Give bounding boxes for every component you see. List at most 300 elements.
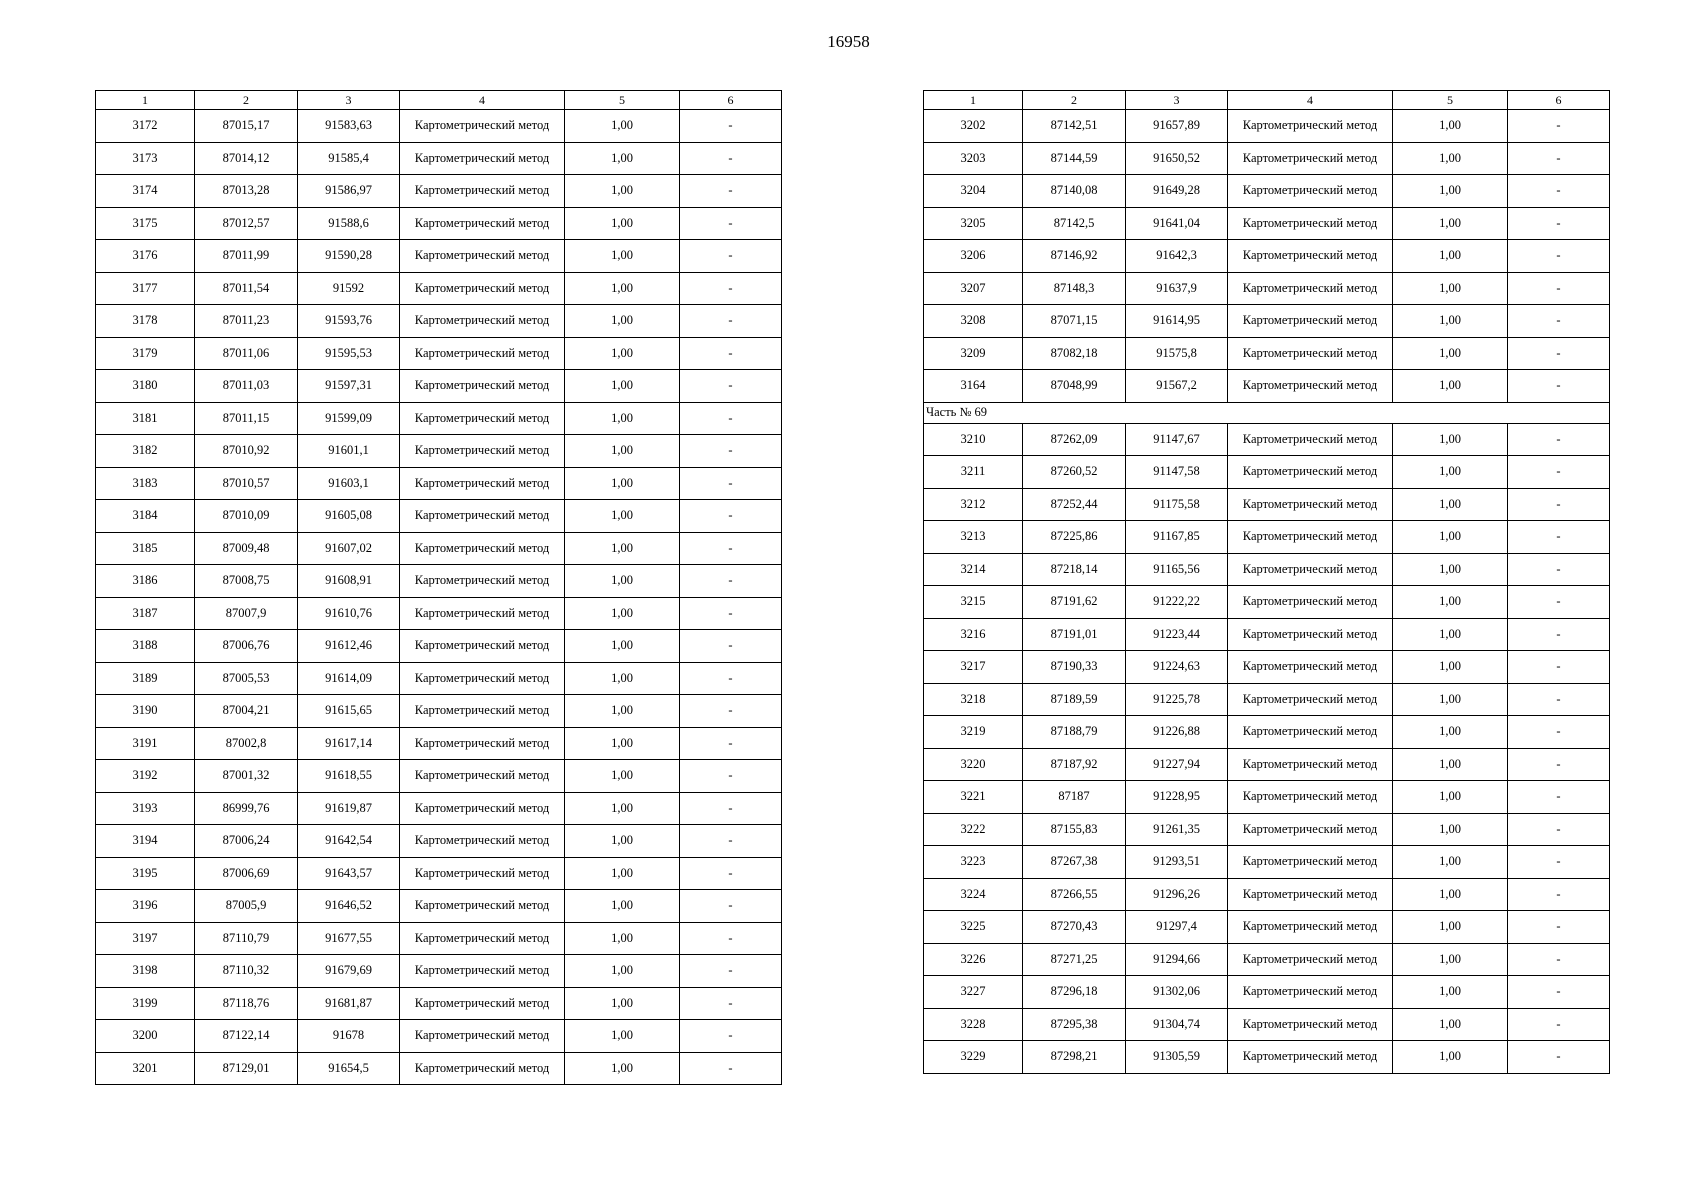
point-number-cell: 3195 [96,857,195,890]
x-coordinate-cell: 87004,21 [195,695,298,728]
method-cell: Картометрический метод [1228,488,1393,521]
point-number-cell: 3227 [924,976,1023,1009]
table-row [924,618,1610,651]
table-row [96,662,782,695]
table-row [924,976,1610,1009]
table-row [96,240,782,273]
x-coordinate-cell: 87129,01 [195,1052,298,1085]
x-coordinate-cell: 87270,43 [1023,911,1126,944]
description-cell: - [1508,305,1610,338]
x-coordinate-cell: 87142,5 [1023,207,1126,240]
description-cell: - [1508,1041,1610,1074]
x-coordinate-cell: 87189,59 [1023,683,1126,716]
point-number-cell: 3202 [924,110,1023,143]
method-cell: Картометрический метод [1228,175,1393,208]
x-coordinate-cell: 87014,12 [195,142,298,175]
table-row [96,1052,782,1085]
x-coordinate-cell: 87015,17 [195,110,298,143]
method-cell: Картометрический метод [400,825,565,858]
description-cell: - [680,792,782,825]
accuracy-cell: 1,00 [1393,207,1508,240]
y-coordinate-cell: 91641,04 [1126,207,1228,240]
description-cell: - [680,110,782,143]
table-row [924,142,1610,175]
point-number-cell: 3172 [96,110,195,143]
table-row [96,597,782,630]
method-cell: Картометрический метод [400,727,565,760]
method-cell: Картометрический метод [400,207,565,240]
accuracy-cell: 1,00 [565,337,680,370]
description-cell: - [1508,813,1610,846]
accuracy-cell: 1,00 [565,142,680,175]
x-coordinate-cell: 87011,15 [195,402,298,435]
accuracy-cell: 1,00 [565,272,680,305]
method-cell: Картометрический метод [1228,911,1393,944]
right-coordinates-table [923,90,1610,1074]
y-coordinate-cell: 91147,67 [1126,423,1228,456]
x-coordinate-cell: 87006,69 [195,857,298,890]
table-row [96,500,782,533]
method-cell: Картометрический метод [400,760,565,793]
table-row [96,890,782,923]
y-coordinate-cell: 91293,51 [1126,846,1228,879]
method-cell: Картометрический метод [1228,1008,1393,1041]
y-coordinate-cell: 91608,91 [298,565,400,598]
method-cell: Картометрический метод [1228,586,1393,619]
accuracy-cell: 1,00 [1393,683,1508,716]
point-number-cell: 3204 [924,175,1023,208]
y-coordinate-cell: 91612,46 [298,630,400,663]
description-cell: - [680,825,782,858]
column-header: 5 [1393,91,1508,110]
description-cell: - [1508,488,1610,521]
point-number-cell: 3217 [924,651,1023,684]
accuracy-cell: 1,00 [1393,878,1508,911]
table-row [924,423,1610,456]
y-coordinate-cell: 91643,57 [298,857,400,890]
y-coordinate-cell: 91304,74 [1126,1008,1228,1041]
description-cell: - [680,922,782,955]
y-coordinate-cell: 91165,56 [1126,553,1228,586]
description-cell: - [1508,370,1610,403]
column-header: 4 [1228,91,1393,110]
description-cell: - [680,435,782,468]
accuracy-cell: 1,00 [1393,272,1508,305]
method-cell: Картометрический метод [400,337,565,370]
accuracy-cell: 1,00 [1393,175,1508,208]
table-row [96,987,782,1020]
description-cell: - [1508,618,1610,651]
accuracy-cell: 1,00 [565,305,680,338]
method-cell: Картометрический метод [1228,337,1393,370]
description-cell: - [680,207,782,240]
point-number-cell: 3222 [924,813,1023,846]
x-coordinate-cell: 87005,53 [195,662,298,695]
accuracy-cell: 1,00 [1393,943,1508,976]
x-coordinate-cell: 87010,57 [195,467,298,500]
description-cell: - [1508,110,1610,143]
x-coordinate-cell: 87009,48 [195,532,298,565]
description-cell: - [680,142,782,175]
table-row [924,781,1610,814]
description-cell: - [1508,272,1610,305]
x-coordinate-cell: 87012,57 [195,207,298,240]
y-coordinate-cell: 91595,53 [298,337,400,370]
method-cell: Картометрический метод [400,175,565,208]
description-cell: - [680,272,782,305]
x-coordinate-cell: 87191,62 [1023,586,1126,619]
table-row [96,337,782,370]
point-number-cell: 3213 [924,521,1023,554]
y-coordinate-cell: 91642,3 [1126,240,1228,273]
method-cell: Картометрический метод [400,435,565,468]
accuracy-cell: 1,00 [565,857,680,890]
table-row [924,716,1610,749]
description-cell: - [680,467,782,500]
x-coordinate-cell: 87011,54 [195,272,298,305]
accuracy-cell: 1,00 [565,695,680,728]
x-coordinate-cell: 87110,79 [195,922,298,955]
y-coordinate-cell: 91601,1 [298,435,400,468]
x-coordinate-cell: 87001,32 [195,760,298,793]
y-coordinate-cell: 91305,59 [1126,1041,1228,1074]
x-coordinate-cell: 87011,03 [195,370,298,403]
table-row [96,370,782,403]
point-number-cell: 3215 [924,586,1023,619]
accuracy-cell: 1,00 [565,825,680,858]
point-number-cell: 3175 [96,207,195,240]
accuracy-cell: 1,00 [565,597,680,630]
x-coordinate-cell: 87267,38 [1023,846,1126,879]
accuracy-cell: 1,00 [1393,142,1508,175]
point-number-cell: 3216 [924,618,1023,651]
table-row [96,175,782,208]
description-cell: - [680,597,782,630]
y-coordinate-cell: 91296,26 [1126,878,1228,911]
accuracy-cell: 1,00 [565,630,680,663]
point-number-cell: 3193 [96,792,195,825]
section-separator [924,402,1610,423]
y-coordinate-cell: 91297,4 [1126,911,1228,944]
method-cell: Картометрический метод [400,272,565,305]
method-cell: Картометрический метод [400,890,565,923]
x-coordinate-cell: 87252,44 [1023,488,1126,521]
description-cell: - [680,1052,782,1085]
method-cell: Картометрический метод [400,597,565,630]
x-coordinate-cell: 86999,76 [195,792,298,825]
y-coordinate-cell: 91603,1 [298,467,400,500]
accuracy-cell: 1,00 [1393,553,1508,586]
y-coordinate-cell: 91585,4 [298,142,400,175]
column-header: 5 [565,91,680,110]
method-cell: Картометрический метод [1228,651,1393,684]
y-coordinate-cell: 91654,5 [298,1052,400,1085]
point-number-cell: 3203 [924,142,1023,175]
accuracy-cell: 1,00 [1393,586,1508,619]
description-cell: - [1508,1008,1610,1041]
table-row [924,305,1610,338]
method-cell: Картометрический метод [400,110,565,143]
point-number-cell: 3177 [96,272,195,305]
y-coordinate-cell: 91610,76 [298,597,400,630]
y-coordinate-cell: 91228,95 [1126,781,1228,814]
method-cell: Картометрический метод [400,370,565,403]
table-row [96,857,782,890]
x-coordinate-cell: 87146,92 [1023,240,1126,273]
y-coordinate-cell: 91650,52 [1126,142,1228,175]
accuracy-cell: 1,00 [565,662,680,695]
y-coordinate-cell: 91597,31 [298,370,400,403]
y-coordinate-cell: 91615,65 [298,695,400,728]
y-coordinate-cell: 91677,55 [298,922,400,955]
table-row [924,683,1610,716]
method-cell: Картометрический метод [1228,521,1393,554]
table-row [924,943,1610,976]
table-row [96,630,782,663]
y-coordinate-cell: 91223,44 [1126,618,1228,651]
x-coordinate-cell: 87142,51 [1023,110,1126,143]
point-number-cell: 3210 [924,423,1023,456]
accuracy-cell: 1,00 [565,240,680,273]
accuracy-cell: 1,00 [1393,456,1508,489]
y-coordinate-cell: 91593,76 [298,305,400,338]
point-number-cell: 3207 [924,272,1023,305]
description-cell: - [1508,911,1610,944]
table-row [924,456,1610,489]
table-row [96,825,782,858]
section-label: Часть № 69 [924,402,1610,423]
y-coordinate-cell: 91175,58 [1126,488,1228,521]
table-row [96,207,782,240]
point-number-cell: 3211 [924,456,1023,489]
description-cell: - [680,402,782,435]
description-cell: - [1508,456,1610,489]
table-row [96,695,782,728]
method-cell: Картометрический метод [400,467,565,500]
x-coordinate-cell: 87187,92 [1023,748,1126,781]
method-cell: Картометрический метод [400,305,565,338]
point-number-cell: 3223 [924,846,1023,879]
point-number-cell: 3184 [96,500,195,533]
accuracy-cell: 1,00 [565,370,680,403]
description-cell: - [680,727,782,760]
table-row [96,955,782,988]
description-cell: - [680,955,782,988]
method-cell: Картометрический метод [400,240,565,273]
point-number-cell: 3219 [924,716,1023,749]
point-number-cell: 3185 [96,532,195,565]
description-cell: - [1508,521,1610,554]
accuracy-cell: 1,00 [1393,305,1508,338]
y-coordinate-cell: 91224,63 [1126,651,1228,684]
accuracy-cell: 1,00 [565,922,680,955]
table-row [924,911,1610,944]
method-cell: Картометрический метод [1228,846,1393,879]
description-cell: - [680,532,782,565]
x-coordinate-cell: 87002,8 [195,727,298,760]
point-number-cell: 3178 [96,305,195,338]
method-cell: Картометрический метод [400,695,565,728]
point-number-cell: 3212 [924,488,1023,521]
x-coordinate-cell: 87225,86 [1023,521,1126,554]
point-number-cell: 3220 [924,748,1023,781]
y-coordinate-cell: 91147,58 [1126,456,1228,489]
accuracy-cell: 1,00 [565,1020,680,1053]
point-number-cell: 3174 [96,175,195,208]
point-number-cell: 3205 [924,207,1023,240]
accuracy-cell: 1,00 [1393,240,1508,273]
accuracy-cell: 1,00 [565,532,680,565]
x-coordinate-cell: 87006,76 [195,630,298,663]
table-row [96,142,782,175]
x-coordinate-cell: 87144,59 [1023,142,1126,175]
x-coordinate-cell: 87260,52 [1023,456,1126,489]
point-number-cell: 3226 [924,943,1023,976]
accuracy-cell: 1,00 [565,500,680,533]
accuracy-cell: 1,00 [1393,748,1508,781]
table-row [96,760,782,793]
table-row [96,792,782,825]
accuracy-cell: 1,00 [565,955,680,988]
y-coordinate-cell: 91261,35 [1126,813,1228,846]
accuracy-cell: 1,00 [565,1052,680,1085]
accuracy-cell: 1,00 [1393,337,1508,370]
method-cell: Картометрический метод [1228,110,1393,143]
x-coordinate-cell: 87007,9 [195,597,298,630]
point-number-cell: 3218 [924,683,1023,716]
method-cell: Картометрический метод [1228,618,1393,651]
accuracy-cell: 1,00 [1393,370,1508,403]
y-coordinate-cell: 91225,78 [1126,683,1228,716]
method-cell: Картометрический метод [400,565,565,598]
y-coordinate-cell: 91642,54 [298,825,400,858]
y-coordinate-cell: 91567,2 [1126,370,1228,403]
point-number-cell: 3224 [924,878,1023,911]
table-row [924,748,1610,781]
method-cell: Картометрический метод [400,532,565,565]
description-cell: - [680,337,782,370]
method-cell: Картометрический метод [1228,423,1393,456]
description-cell: - [680,662,782,695]
table-row [924,207,1610,240]
point-number-cell: 3198 [96,955,195,988]
description-cell: - [1508,240,1610,273]
accuracy-cell: 1,00 [565,402,680,435]
point-number-cell: 3228 [924,1008,1023,1041]
point-number-cell: 3194 [96,825,195,858]
method-cell: Картометрический метод [1228,683,1393,716]
accuracy-cell: 1,00 [565,175,680,208]
description-cell: - [680,695,782,728]
method-cell: Картометрический метод [400,402,565,435]
point-number-cell: 3196 [96,890,195,923]
accuracy-cell: 1,00 [1393,423,1508,456]
column-header: 6 [680,91,782,110]
column-header: 2 [195,91,298,110]
section-row [924,402,1610,423]
accuracy-cell: 1,00 [565,207,680,240]
method-cell: Картометрический метод [400,792,565,825]
table-row [924,813,1610,846]
y-coordinate-cell: 91590,28 [298,240,400,273]
table-row [924,175,1610,208]
table-row [96,727,782,760]
method-cell: Картометрический метод [1228,456,1393,489]
description-cell: - [680,630,782,663]
table-row [96,922,782,955]
y-coordinate-cell: 91681,87 [298,987,400,1020]
table-row [924,553,1610,586]
y-coordinate-cell: 91618,55 [298,760,400,793]
description-cell: - [1508,553,1610,586]
method-cell: Картометрический метод [1228,370,1393,403]
accuracy-cell: 1,00 [565,890,680,923]
table-row [924,110,1610,143]
description-cell: - [1508,781,1610,814]
table-row [96,402,782,435]
accuracy-cell: 1,00 [1393,1041,1508,1074]
y-coordinate-cell: 91649,28 [1126,175,1228,208]
method-cell: Картометрический метод [1228,976,1393,1009]
accuracy-cell: 1,00 [565,467,680,500]
accuracy-cell: 1,00 [565,110,680,143]
description-cell: - [680,500,782,533]
point-number-cell: 3209 [924,337,1023,370]
x-coordinate-cell: 87140,08 [1023,175,1126,208]
table-row [924,878,1610,911]
x-coordinate-cell: 87118,76 [195,987,298,1020]
description-cell: - [680,305,782,338]
y-coordinate-cell: 91226,88 [1126,716,1228,749]
column-header: 1 [96,91,195,110]
table-row [924,370,1610,403]
description-cell: - [1508,846,1610,879]
description-cell: - [1508,683,1610,716]
point-number-cell: 3164 [924,370,1023,403]
table-row [96,532,782,565]
method-cell: Картометрический метод [400,1052,565,1085]
point-number-cell: 3214 [924,553,1023,586]
point-number-cell: 3199 [96,987,195,1020]
point-number-cell: 3192 [96,760,195,793]
x-coordinate-cell: 87010,92 [195,435,298,468]
point-number-cell: 3189 [96,662,195,695]
x-coordinate-cell: 87071,15 [1023,305,1126,338]
accuracy-cell: 1,00 [1393,651,1508,684]
x-coordinate-cell: 87006,24 [195,825,298,858]
description-cell: - [1508,943,1610,976]
column-header: 4 [400,91,565,110]
x-coordinate-cell: 87218,14 [1023,553,1126,586]
point-number-cell: 3181 [96,402,195,435]
method-cell: Картометрический метод [1228,781,1393,814]
point-number-cell: 3173 [96,142,195,175]
point-number-cell: 3206 [924,240,1023,273]
accuracy-cell: 1,00 [565,987,680,1020]
y-coordinate-cell: 91588,6 [298,207,400,240]
point-number-cell: 3200 [96,1020,195,1053]
y-coordinate-cell: 91167,85 [1126,521,1228,554]
method-cell: Картометрический метод [400,955,565,988]
method-cell: Картометрический метод [1228,272,1393,305]
x-coordinate-cell: 87048,99 [1023,370,1126,403]
x-coordinate-cell: 87262,09 [1023,423,1126,456]
point-number-cell: 3208 [924,305,1023,338]
method-cell: Картометрический метод [400,662,565,695]
table-row [96,110,782,143]
x-coordinate-cell: 87011,99 [195,240,298,273]
accuracy-cell: 1,00 [565,435,680,468]
